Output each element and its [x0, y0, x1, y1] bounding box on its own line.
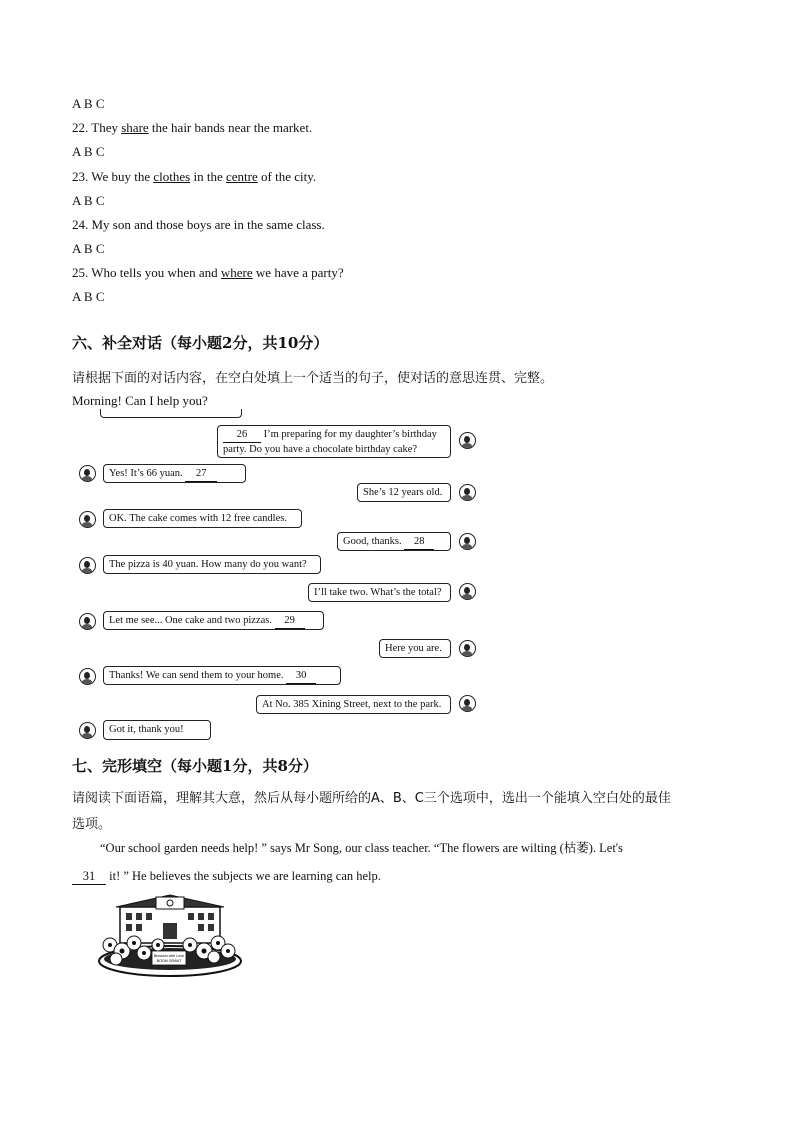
dialogue-bubble-1-edge	[100, 409, 242, 418]
speaker-customer-icon	[459, 432, 476, 449]
dialogue-bubble-6: Good, thanks. 28	[337, 532, 451, 551]
dialogue-bubble-3: Yes! It’s 66 yuan. 27	[103, 464, 246, 483]
dialogue-bubble-12: At No. 385 Xining Street, next to the park.	[256, 695, 451, 714]
section-6-heading: 六、补全对话（每小题2分，共10分）	[72, 334, 329, 352]
school-garden-illustration	[96, 893, 246, 983]
dialogue-bubble-5: OK. The cake comes with 12 free candles.	[103, 509, 302, 528]
dialogue-bubble-2: 26 I’m preparing for my daughter’s birthday party. Do you have a chocolate birthday cake?	[217, 425, 451, 458]
question-25: 25. Who tells you when and where we have a party?	[72, 265, 344, 280]
dialogue-bubble-7: The pizza is 40 yuan. How many do you want?	[103, 555, 321, 574]
question-24: 24. My son and those boys are in the same class.	[72, 217, 325, 232]
passage-line-1: “Our school garden needs help! ” says Mr Song, our class teacher. “The flowers are wilting (枯萎). Let's	[100, 841, 623, 855]
options-25: A B C	[72, 289, 105, 304]
speaker-shop-assistant-icon	[79, 511, 96, 528]
blank-27[interactable]: 27	[185, 467, 217, 482]
speaker-shop-assistant-icon	[79, 465, 96, 482]
speaker-customer-icon	[459, 695, 476, 712]
options-24: A B C	[72, 241, 105, 256]
blank-30[interactable]: 30	[286, 669, 316, 684]
section-7-instruction-line-1: 请阅读下面语篇，理解其大意，然后从每小题所给的A、B、C三个选项中，选出一个能填入空白处的最佳	[72, 791, 671, 806]
speaker-customer-icon	[459, 484, 476, 501]
passage-line-2: 31 it! ” He believes the subjects we are learning can help.	[72, 868, 381, 885]
section-6-instruction: 请根据下面的对话内容，在空白处填上一个适当的句子，使对话的意思连贯、完整。	[72, 371, 554, 386]
speaker-shop-assistant-icon	[79, 613, 96, 630]
options-21: A B C	[72, 96, 105, 111]
blank-31[interactable]: 31	[72, 868, 106, 885]
options-23: A B C	[72, 193, 105, 208]
dialogue-bubble-13: Got it, thank you!	[103, 720, 211, 740]
section-7-heading: 七、完形填空（每小题1分，共8分）	[72, 757, 318, 775]
blank-29[interactable]: 29	[275, 614, 305, 629]
question-23: 23. We buy the clothes in the centre of the city.	[72, 169, 317, 184]
question-22: 22. They share the hair bands near the market.	[72, 120, 313, 135]
speaker-customer-icon	[459, 533, 476, 550]
speaker-customer-icon	[459, 583, 476, 600]
speaker-shop-assistant-icon	[79, 668, 96, 685]
speaker-shop-assistant-icon	[79, 557, 96, 574]
speaker-customer-icon	[459, 640, 476, 657]
garden-sign-line-2: BOOM GRANT	[156, 959, 182, 963]
blank-26[interactable]: 26	[223, 428, 261, 443]
dialogue-bubble-9: Let me see... One cake and two pizzas. 29	[103, 611, 324, 630]
dialogue-bubble-10: Here you are.	[379, 639, 451, 658]
dialogue-line-1: Morning! Can I help you?	[72, 393, 208, 408]
dialogue-bubble-4: She’s 12 years old.	[357, 483, 451, 502]
section-7-instruction-line-2: 选项。	[72, 817, 112, 832]
garden-sign-line-1: Blossom with Love	[154, 954, 184, 958]
dialogue-bubble-11: Thanks! We can send them to your home. 30	[103, 666, 341, 685]
speaker-shop-assistant-icon	[79, 722, 96, 739]
options-22: A B C	[72, 144, 105, 159]
dialogue-bubble-8: I’ll take two. What’s the total?	[308, 583, 451, 602]
blank-28[interactable]: 28	[404, 535, 434, 550]
